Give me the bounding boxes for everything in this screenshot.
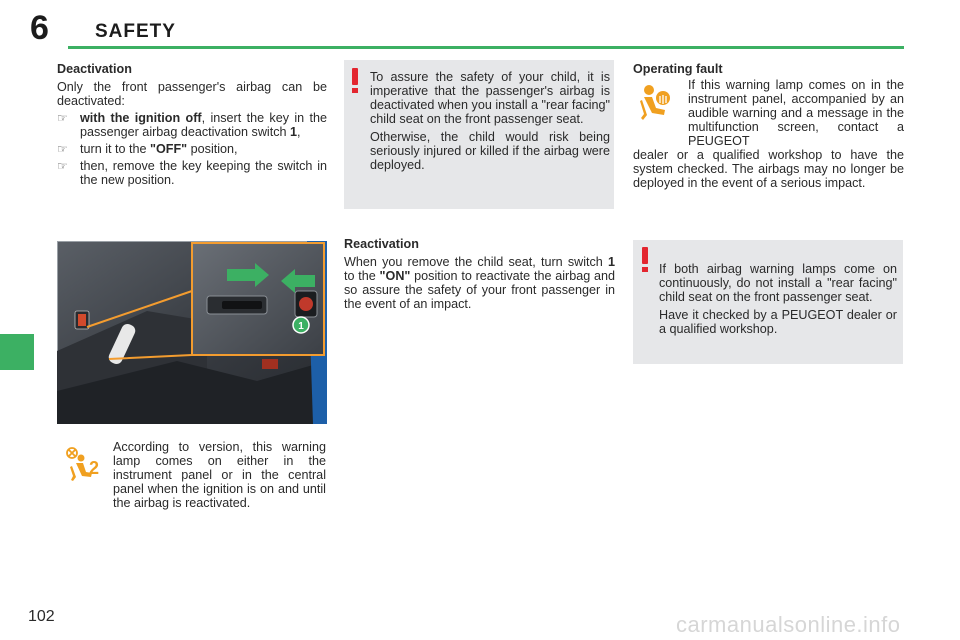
warning-lamps-text: If both airbag warning lamps come on continuously, do not install a "rear facing" child seat on the front passenger seat. Have it checked by a PEUGEOT dealer or a qualified workshop.	[659, 262, 897, 336]
chapter-number: 6	[30, 9, 49, 47]
page-number: 102	[28, 608, 55, 625]
deactivation-heading: Deactivation	[57, 62, 132, 76]
operating-fault-heading: Operating fault	[633, 62, 723, 76]
operating-fault-text: dealer or a qualified workshop to have the system checked. The airbags may no longer be deployed in the event of a serious impact.	[633, 148, 904, 190]
chapter-title: SAFETY	[95, 21, 176, 42]
hand-pointer-icon: ☞	[57, 111, 68, 125]
reactivation-section	[344, 237, 615, 311]
lamp-note-text: According to version, this warning lamp comes on either in the instrument panel or in the central panel when the ignition is on and until the airbag is reactivated.	[113, 440, 326, 510]
watermark: carmanualsonline.info	[676, 612, 901, 637]
exclamation-icon	[642, 247, 648, 273]
airbag-warning-lamp-icon	[638, 84, 674, 122]
deactivation-step-2: ☞ turn it to the "OFF" position,	[57, 142, 238, 156]
child-seat-warning-text: To assure the safety of your child, it is imperative that the passenger's airbag is deactivated when you install a "rear facing" child seat on the front passenger seat. Otherwise, the child would risk being seriously injured or killed if the airbag were deployed.	[370, 70, 610, 172]
reactivation-text: When you remove the child seat, turn switch 1 to the "ON" position to reactivate the airbag and so assure the safety of your front passenger in the event of an impact.	[344, 255, 616, 311]
airbag-switch-illustration	[57, 241, 327, 424]
chapter-side-tab	[0, 334, 34, 370]
operating-fault-section	[633, 62, 904, 190]
hand-pointer-icon: ☞	[57, 142, 68, 156]
deactivation-section	[57, 62, 327, 187]
hand-pointer-icon: ☞	[57, 159, 68, 173]
deactivation-intro: Only the front passenger's airbag can be deactivated:	[57, 80, 327, 108]
deactivation-step-3: ☞ then, remove the key keeping the switch in the new position.	[57, 159, 327, 187]
operating-fault-text-indented: If this warning lamp comes on in the instrument panel, accompanied by an audible warning and a message in the multifunction screen, contact a PEUGEOT	[688, 78, 904, 148]
header-divider	[68, 46, 904, 49]
lamp-number-label: 2	[89, 458, 100, 478]
switch-callout-label: 1	[298, 321, 304, 332]
reactivation-heading: Reactivation	[344, 237, 419, 251]
exclamation-icon	[352, 68, 358, 94]
deactivation-step-1: ☞ with the ignition off, insert the key in the passenger airbag deactivation switch 1,	[57, 111, 327, 139]
